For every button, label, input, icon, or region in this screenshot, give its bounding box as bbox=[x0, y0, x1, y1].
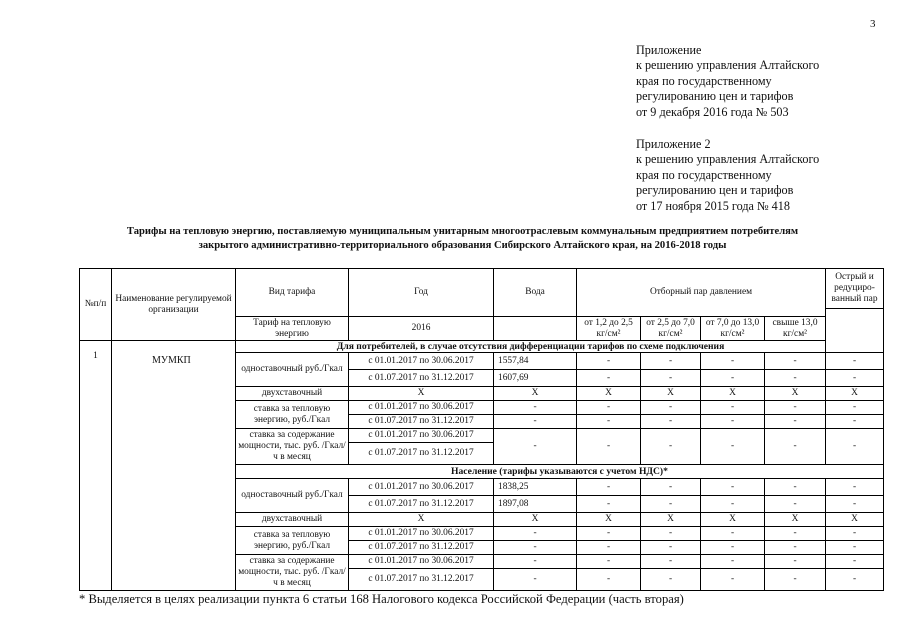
header-num: №п/п bbox=[80, 269, 112, 341]
water-value: - bbox=[494, 569, 577, 591]
cell-p3: - bbox=[701, 527, 765, 541]
period: с 01.01.2017 по 30.06.2017 bbox=[349, 479, 494, 496]
cell-p1: X bbox=[577, 513, 641, 527]
water-empty bbox=[494, 317, 577, 341]
pressure-4: свыше 13,0 кг/см² bbox=[765, 317, 826, 341]
title-line-2: закрытого административно-территориального образования Сибирского Алтайского края, на 2016-2018 годы bbox=[198, 240, 727, 251]
cell-sharp: - bbox=[826, 555, 884, 569]
water-value: X bbox=[494, 513, 577, 527]
appendix-line: регулированию цен и тарифов bbox=[636, 183, 794, 198]
cell-sharp: - bbox=[826, 415, 884, 429]
tariff-label-energy: ставка за тепловую энергию, руб./Гкал bbox=[236, 527, 349, 555]
cell-sharp: - bbox=[826, 569, 884, 591]
period: с 01.07.2017 по 31.12.2017 bbox=[349, 496, 494, 513]
cell-p1: - bbox=[577, 496, 641, 513]
period: с 01.01.2017 по 30.06.2017 bbox=[349, 353, 494, 370]
cell-p4: - bbox=[765, 415, 826, 429]
cell-p2: X bbox=[641, 387, 701, 401]
appendix-line: Приложение 2 bbox=[636, 137, 711, 151]
section-title: Для потребителей, в случае отсутствия дифференциации тарифов по схеме подключения bbox=[236, 341, 826, 353]
cell-p4: - bbox=[765, 401, 826, 415]
cell-p4: - bbox=[765, 353, 826, 370]
water-value: X bbox=[494, 387, 577, 401]
cell-p1: X bbox=[577, 387, 641, 401]
cell-p1: - bbox=[577, 555, 641, 569]
cell-p3: - bbox=[701, 479, 765, 496]
document-title bbox=[60, 225, 865, 253]
cell-p4: - bbox=[765, 479, 826, 496]
cell-p2: - bbox=[641, 569, 701, 591]
cell-p2: - bbox=[641, 401, 701, 415]
cell-p4: - bbox=[765, 569, 826, 591]
cell-p3: - bbox=[701, 415, 765, 429]
period: с 01.07.2017 по 31.12.2017 bbox=[349, 443, 494, 465]
tariff-label-capacity: ставка за содержание мощности, тыс. руб. /Гкал/ч в месяц bbox=[236, 555, 349, 591]
cell-sharp: - bbox=[826, 429, 884, 465]
period: с 01.01.2017 по 30.06.2017 bbox=[349, 555, 494, 569]
cell-p1: - bbox=[577, 415, 641, 429]
appendix-line: к решению управления Алтайского bbox=[636, 152, 820, 167]
water-value: - bbox=[494, 541, 577, 555]
org-number: 1 bbox=[80, 341, 112, 591]
cell-sharp: - bbox=[826, 370, 884, 387]
cell-sharp: - bbox=[826, 541, 884, 555]
header-year: Год bbox=[349, 269, 494, 317]
cell-p3: - bbox=[701, 353, 765, 370]
cell-p2: - bbox=[641, 527, 701, 541]
page-number: 3 bbox=[870, 18, 876, 30]
header-sharp: Острый и редуциро-ванный пар bbox=[826, 269, 884, 309]
period: с 01.07.2017 по 31.12.2017 bbox=[349, 415, 494, 429]
pressure-2: от 2,5 до 7,0 кг/см² bbox=[641, 317, 701, 341]
pressure-1: от 1,2 до 2,5 кг/см² bbox=[577, 317, 641, 341]
cell-p1: - bbox=[577, 569, 641, 591]
period: с 01.01.2017 по 30.06.2017 bbox=[349, 429, 494, 443]
cell-p4: X bbox=[765, 387, 826, 401]
section-title: Население (тарифы указываются с учетом НДС)* bbox=[236, 465, 884, 479]
water-value: - bbox=[494, 555, 577, 569]
cell-p2: - bbox=[641, 541, 701, 555]
tariff-label-double: двухставочный bbox=[236, 513, 349, 527]
cell-p2: - bbox=[641, 496, 701, 513]
tariff-label-single: одноставочный руб./Гкал bbox=[236, 353, 349, 387]
water-value: - bbox=[494, 415, 577, 429]
cell-p3: - bbox=[701, 429, 765, 465]
period: X bbox=[349, 513, 494, 527]
cell-p3: - bbox=[701, 496, 765, 513]
cell-p2: - bbox=[641, 353, 701, 370]
cell-sharp: - bbox=[826, 353, 884, 370]
cell-sharp: - bbox=[826, 401, 884, 415]
pressure-3: от 7,0 до 13,0 кг/см² bbox=[701, 317, 765, 341]
cell-p3: X bbox=[701, 513, 765, 527]
cell-p4: - bbox=[765, 541, 826, 555]
appendix-block-2 bbox=[636, 137, 819, 214]
cell-sharp: X bbox=[826, 387, 884, 401]
cell-p3: - bbox=[701, 370, 765, 387]
cell-p2: - bbox=[641, 415, 701, 429]
cell-sharp: - bbox=[826, 496, 884, 513]
tariff-label-energy: ставка за тепловую энергию, руб./Гкал bbox=[236, 401, 349, 429]
period: с 01.01.2017 по 30.06.2017 bbox=[349, 401, 494, 415]
cell-p4: - bbox=[765, 555, 826, 569]
water-value: 1838,25 bbox=[494, 479, 577, 496]
header-tariff-type: Вид тарифа bbox=[236, 269, 349, 317]
water-value: 1897,08 bbox=[494, 496, 577, 513]
cell-p1: - bbox=[577, 370, 641, 387]
cell-sharp: - bbox=[826, 479, 884, 496]
cell-p2: - bbox=[641, 370, 701, 387]
period: с 01.07.2017 по 31.12.2017 bbox=[349, 541, 494, 555]
appendix-line: Приложение bbox=[636, 43, 702, 57]
cell-p4: - bbox=[765, 527, 826, 541]
header-water: Вода bbox=[494, 269, 577, 317]
appendix-block-1 bbox=[636, 43, 819, 120]
cell-p2: - bbox=[641, 555, 701, 569]
period: с 01.07.2017 по 31.12.2017 bbox=[349, 569, 494, 591]
appendix-line: регулированию цен и тарифов bbox=[636, 89, 794, 104]
cell-p2: - bbox=[641, 429, 701, 465]
water-value: - bbox=[494, 527, 577, 541]
cell-p2: - bbox=[641, 479, 701, 496]
cell-p1: - bbox=[577, 527, 641, 541]
appendix-line: к решению управления Алтайского bbox=[636, 58, 820, 73]
tariff-table bbox=[79, 268, 884, 591]
appendix-line: края по государственному bbox=[636, 167, 772, 182]
tariff-label-double: двухставочный bbox=[236, 387, 349, 401]
water-value: - bbox=[494, 429, 577, 465]
cell-sharp: X bbox=[826, 513, 884, 527]
tariff-label-capacity: ставка за содержание мощности, тыс. руб. /Гкал/ч в месяц bbox=[236, 429, 349, 465]
header-org: Наименование регулируемой организации bbox=[112, 269, 236, 341]
cell-p3: X bbox=[701, 387, 765, 401]
cell-p1: - bbox=[577, 401, 641, 415]
org-name: МУМКП bbox=[112, 341, 236, 591]
cell-p1: - bbox=[577, 541, 641, 555]
title-line-1: Тарифы на тепловую энергию, поставляемую муниципальным унитарным многоотраслевым коммунальным предприятием потребителям bbox=[126, 226, 799, 237]
cell-p1: - bbox=[577, 353, 641, 370]
period: с 01.07.2017 по 31.12.2017 bbox=[349, 370, 494, 387]
cell-p4: - bbox=[765, 429, 826, 465]
year-value: 2016 bbox=[349, 317, 494, 341]
header-steam: Отборный пар давлением bbox=[577, 269, 826, 317]
cell-p3: - bbox=[701, 569, 765, 591]
cell-p3: - bbox=[701, 401, 765, 415]
cell-p4: - bbox=[765, 496, 826, 513]
water-value: - bbox=[494, 401, 577, 415]
cell-p3: - bbox=[701, 555, 765, 569]
period: X bbox=[349, 387, 494, 401]
period: с 01.01.2017 по 30.06.2017 bbox=[349, 527, 494, 541]
appendix-line: от 17 ноября 2015 года № 418 bbox=[636, 198, 790, 213]
tariff-label-single: одноставочный руб./Гкал bbox=[236, 479, 349, 513]
cell-p4: X bbox=[765, 513, 826, 527]
cell-sharp: - bbox=[826, 527, 884, 541]
cell-p1: - bbox=[577, 429, 641, 465]
cell-p1: - bbox=[577, 479, 641, 496]
appendix-line: от 9 декабря 2016 года № 503 bbox=[636, 104, 789, 119]
cell-p2: X bbox=[641, 513, 701, 527]
water-value: 1557,84 bbox=[494, 353, 577, 370]
footnote: * Выделяется в целях реализации пункта 6 статьи 168 Налогового кодекса Российской Федерации (часть вторая) bbox=[79, 592, 684, 606]
tariff-label: Тариф на тепловую энергию bbox=[236, 317, 349, 341]
header-sharp-cont bbox=[826, 309, 884, 353]
cell-p4: - bbox=[765, 370, 826, 387]
water-value: 1607,69 bbox=[494, 370, 577, 387]
cell-p3: - bbox=[701, 541, 765, 555]
appendix-line: края по государственному bbox=[636, 73, 772, 88]
